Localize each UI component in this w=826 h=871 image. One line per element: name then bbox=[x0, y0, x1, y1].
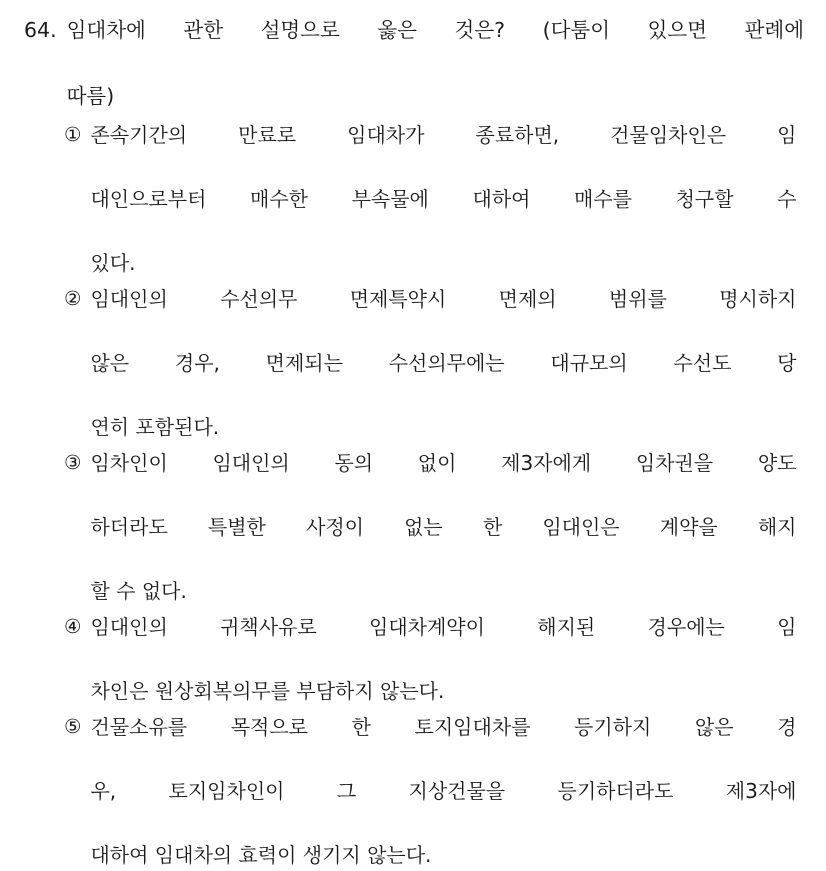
choice-text-5 bbox=[90, 711, 796, 871]
choice-marker-5: ⑤ bbox=[64, 715, 82, 738]
choice-marker-2: ② bbox=[64, 287, 82, 310]
choice-text-4 bbox=[90, 611, 796, 707]
choice-item-1[interactable] bbox=[64, 119, 804, 279]
choice-item-2[interactable] bbox=[64, 283, 804, 443]
choice-item-4[interactable] bbox=[64, 611, 804, 707]
question-line: 따름) bbox=[66, 84, 115, 108]
choice-line: 대하여 임대차의 효력이 생기지 않는다. bbox=[90, 843, 432, 867]
choice-marker-1: ① bbox=[64, 123, 82, 146]
choice-line: 임대인의 수선의무 면제특약시 면제의 범위를 명시하지 bbox=[90, 287, 797, 311]
choice-line: 임차인이 임대인의 동의 없이 제3자에게 임차권을 양도 bbox=[90, 451, 797, 475]
question-block bbox=[22, 14, 804, 113]
choice-line: 임대인의 귀책사유로 임대차계약이 해지된 경우에는 임 bbox=[90, 615, 797, 639]
choice-text-1 bbox=[90, 119, 796, 279]
choice-text-3 bbox=[90, 447, 796, 607]
choice-line: 우, 토지임차인이 그 지상건물을 등기하더라도 제3자에 bbox=[90, 779, 797, 803]
choice-line: 할 수 없다. bbox=[90, 579, 187, 603]
choice-line: 하더라도 특별한 사정이 없는 한 임대인은 계약을 해지 bbox=[90, 515, 797, 539]
question-line: 임대차에 관한 설명으로 옳은 것은? (다툼이 있으면 판례에 bbox=[66, 18, 804, 42]
choice-item-3[interactable] bbox=[64, 447, 804, 607]
choice-text-2 bbox=[90, 283, 796, 443]
choice-line: 건물소유를 목적으로 한 토지임대차를 등기하지 않은 경 bbox=[90, 715, 797, 739]
choice-line: 존속기간의 만료로 임대차가 종료하면, 건물임차인은 임 bbox=[90, 123, 797, 147]
choice-line: 있다. bbox=[90, 251, 136, 275]
choice-line: 차인은 원상회복의무를 부담하지 않는다. bbox=[90, 679, 445, 703]
choice-marker-3: ③ bbox=[64, 451, 82, 474]
question-text bbox=[67, 14, 804, 113]
choice-line: 않은 경우, 면제되는 수선의무에는 대규모의 수선도 당 bbox=[90, 351, 797, 375]
choice-line: 대인으로부터 매수한 부속물에 대하여 매수를 청구할 수 bbox=[90, 187, 797, 211]
choice-list bbox=[64, 119, 804, 871]
question-number: 64. bbox=[24, 18, 57, 42]
choice-marker-4: ④ bbox=[64, 615, 82, 638]
choice-line: 연히 포함된다. bbox=[90, 415, 220, 439]
choice-item-5[interactable] bbox=[64, 711, 804, 871]
